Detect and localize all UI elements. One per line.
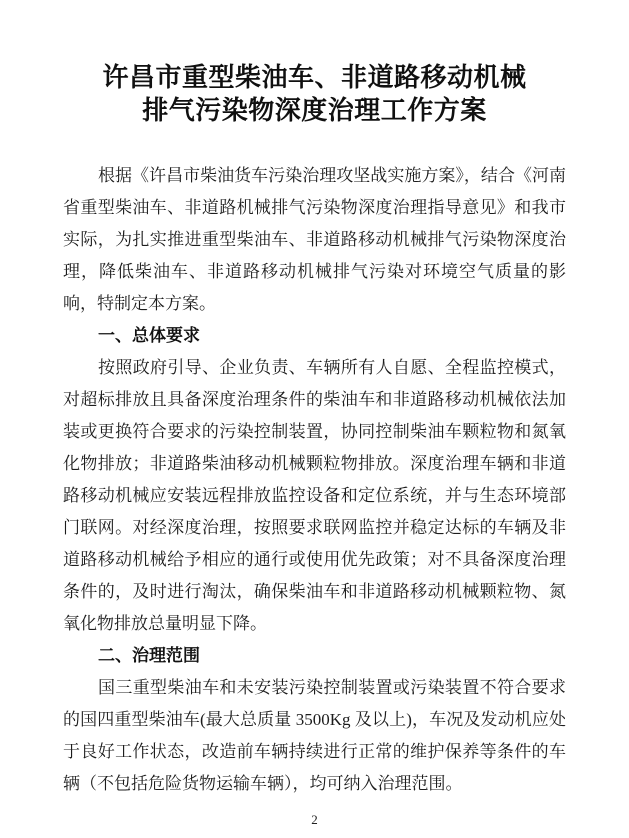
page-number: 2 xyxy=(311,812,318,827)
section-heading-1-overall-requirements: 一、总体要求 xyxy=(98,326,200,345)
document-title xyxy=(0,61,629,127)
paragraph-overall-requirements: 按照政府引导、企业负责、车辆所有人自愿、全程监控模式，对超标排放且具备深度治理条件的柴油车和非道路移动机械依法加装或更换符合要求的污染控制装置，协同控制柴油车颗粒物和氮氧化物排放；非道路柴油移动机械颗粒物排放。深度治理车辆和非道路移动机械应安装远程排放监控设备和定位系统，并与生态环境部门联网。对经深度治理，按照要求联网监控并稳定达标的车辆及非道路移动机械给予相应的通行或使用优先政策；对不具备深度治理条件的，及时进行淘汰，确保柴油车和非道路移动机械颗粒物、氮氧化物排放总量明显下降。 xyxy=(63,358,566,633)
document-title-line-2: 排气污染物深度治理工作方案 xyxy=(142,96,487,125)
document-body xyxy=(63,160,566,800)
paragraph-treatment-scope: 国三重型柴油车和未安装污染控制装置或污染装置不符合要求的国四重型柴油车(最大总质量 3500Kg 及以上)，车况及发动机应处于良好工作状态，改造前车辆持续进行正常的维护保养等条件的车辆（不包括危险货物运输车辆），均可纳入治理范围。 xyxy=(63,678,566,793)
document-title-line-1: 许昌市重型柴油车、非道路移动机械 xyxy=(102,63,527,92)
paragraph-intro: 根据《许昌市柴油货车污染治理攻坚战实施方案》，结合《河南省重型柴油车、非道路机械排气污染物深度治理指导意见》和我市实际，为扎实推进重型柴油车、非道路移动机械排气污染物深度治理，降低柴油车、非道路移动机械排气污染对环境空气质量的影响，特制定本方案。 xyxy=(63,166,566,313)
section-heading-2-treatment-scope: 二、治理范围 xyxy=(98,646,200,665)
